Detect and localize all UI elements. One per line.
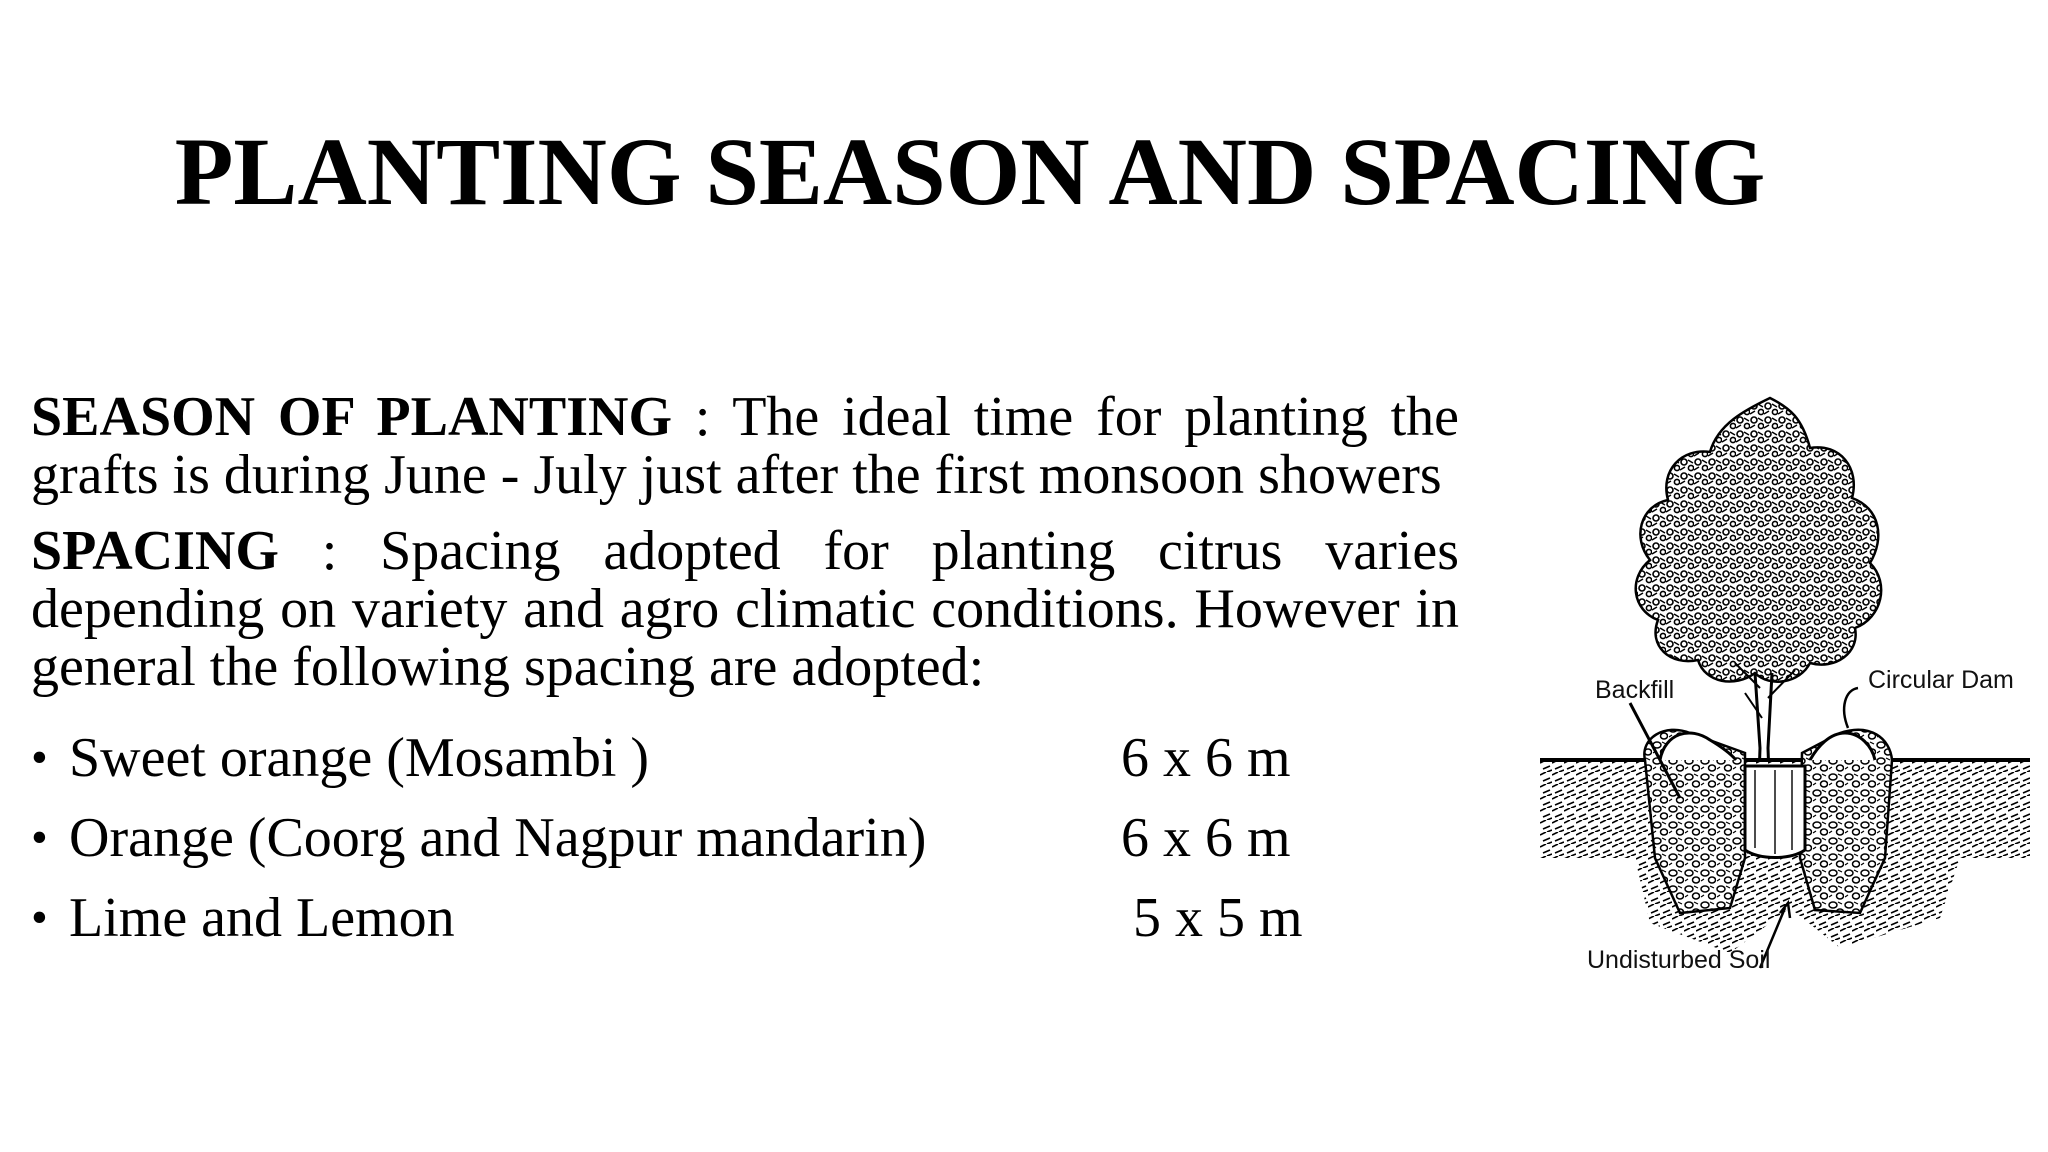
item-spacing: 5 x 5 m	[1133, 887, 1303, 949]
season-text: The ideal time for planting the grafts is during June - July just after the first monsoon showers	[31, 386, 1460, 506]
list-item	[31, 878, 1459, 958]
label-undisturbed-soil: Undisturbed Soil	[1587, 946, 1771, 974]
bullet-icon: •	[31, 731, 48, 784]
label-circular-dam: Circular Dam	[1868, 666, 2014, 694]
season-separator: :	[672, 386, 733, 448]
spacing-text: Spacing adopted for planting citrus varies depending on variety and agro climatic conditions. However in general the following spacing are adopted:	[31, 520, 1460, 698]
root-ball	[1745, 766, 1805, 858]
item-spacing: 6 x 6 m	[1121, 727, 1291, 789]
slide-title: PLANTING SEASON AND SPACING	[174, 118, 1766, 225]
season-paragraph	[31, 388, 1459, 504]
planting-pit-diagram	[1540, 388, 2030, 988]
spacing-paragraph	[31, 522, 1459, 696]
item-name: Orange (Coorg and Nagpur mandarin)	[69, 807, 927, 869]
tree-canopy	[1636, 398, 1881, 682]
spacing-list	[31, 718, 1459, 958]
spacing-heading: SPACING	[31, 520, 279, 582]
slide-body	[31, 388, 1459, 958]
planting-pit-illustration	[1540, 388, 2030, 988]
bullet-icon: •	[31, 811, 48, 864]
item-name: Lime and Lemon	[69, 887, 455, 949]
item-spacing: 6 x 6 m	[1121, 807, 1291, 869]
list-item	[31, 798, 1459, 878]
label-backfill: Backfill	[1595, 676, 1675, 704]
list-item	[31, 718, 1459, 798]
season-heading: SEASON OF PLANTING	[31, 386, 673, 448]
item-name: Sweet orange (Mosambi )	[69, 727, 650, 789]
spacing-separator: :	[278, 520, 381, 582]
bullet-icon: •	[31, 891, 48, 944]
